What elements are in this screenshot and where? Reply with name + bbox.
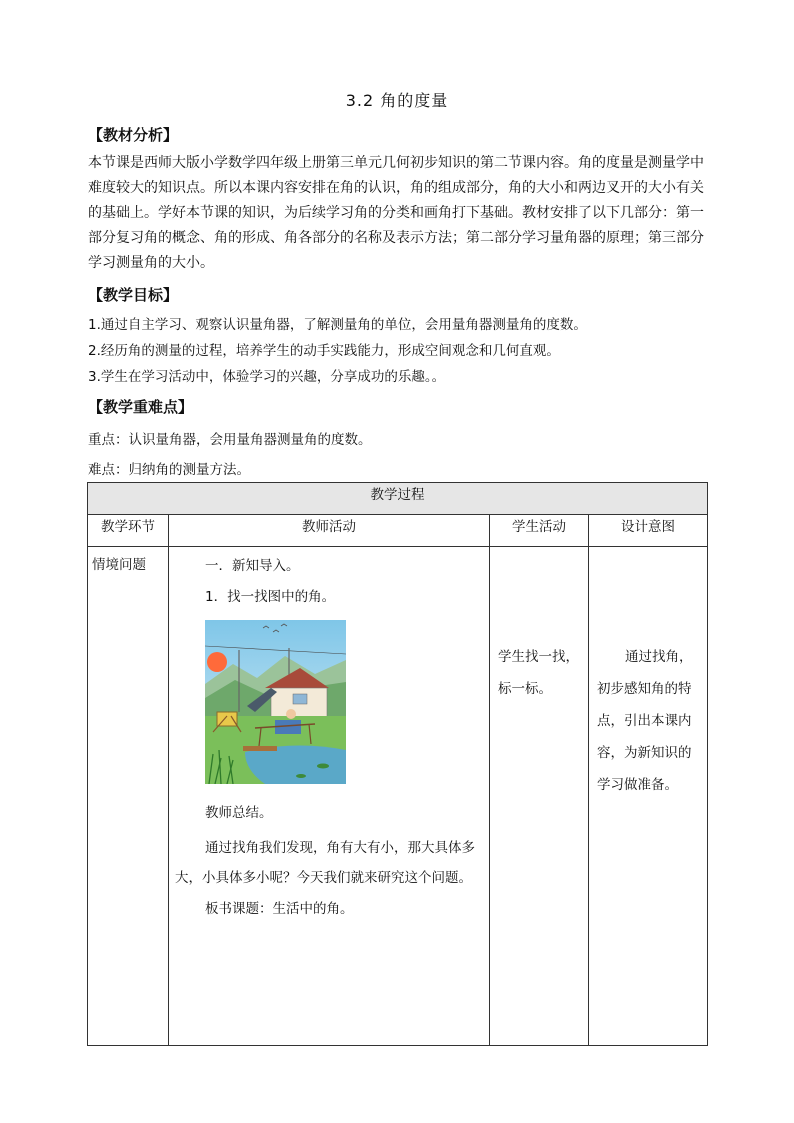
column-intent: 设计意图	[589, 515, 708, 547]
student-cell: 学生找一找，标一标。	[490, 547, 589, 1046]
teacher-line-4: 通过找角我们发现，角有大有小，那大具体多大，小具体多小呢？今天我们就来研究这个问题。	[175, 840, 475, 886]
key-point: 重点：认识量角器，会用量角器测量角的度数。	[88, 432, 372, 448]
teacher-line-3: 教师总结。	[205, 805, 273, 821]
analysis-heading: 【教材分析】	[88, 126, 179, 144]
scene-illustration	[205, 620, 346, 784]
analysis-text: 本节课是西师大版小学数学四年级上册第三单元几何初步知识的第二节课内容。角的度量是测量学中难度较大的知识点。所以本课内容安排在角的认识，角的组成部分，角的大小和两边叉开的大小有关的基础上。学好本节课的知识，为后续学习角的分类和画角打下基础。教材安排了以下几部分：第一部分复习角的概念、角的形成、角各部分的名称及表示方法；第二部分学习量角器的原理；第三部分学习测量角的大小。	[88, 155, 704, 271]
teacher-line-1: 一．新知导入。	[205, 558, 300, 574]
column-teacher: 教师活动	[169, 515, 490, 547]
page-title: 3.2 角的度量	[345, 91, 449, 110]
goal-item-1: 1.通过自主学习、观察认识量角器，了解测量角的单位，会用量角器测量角的度数。	[88, 317, 587, 333]
goal-item-2: 2.经历角的测量的过程，培养学生的动手实践能力，形成空间观念和几何直观。	[88, 343, 560, 359]
teacher-cell	[169, 547, 490, 1046]
teaching-process-table	[87, 482, 708, 1046]
keypoints-heading: 【教学重难点】	[88, 398, 194, 416]
goal-item-3: 3.学生在学习活动中，体验学习的兴趣，分享成功的乐趣。。	[88, 369, 446, 385]
difficult-point: 难点：归纳角的测量方法。	[88, 462, 250, 478]
intent-cell: 通过找角，初步感知角的特点，引出本课内容，为新知识的学习做准备。	[589, 547, 708, 1046]
table-header: 教学过程	[88, 483, 708, 515]
column-student: 学生活动	[490, 515, 589, 547]
teacher-line-2: 1．找一找图中的角。	[205, 589, 336, 605]
goals-heading: 【教学目标】	[88, 286, 179, 304]
teacher-line-5: 板书课题：生活中的角。	[205, 901, 354, 917]
stage-cell: 情境问题	[88, 547, 169, 1046]
column-stage: 教学环节	[88, 515, 169, 547]
